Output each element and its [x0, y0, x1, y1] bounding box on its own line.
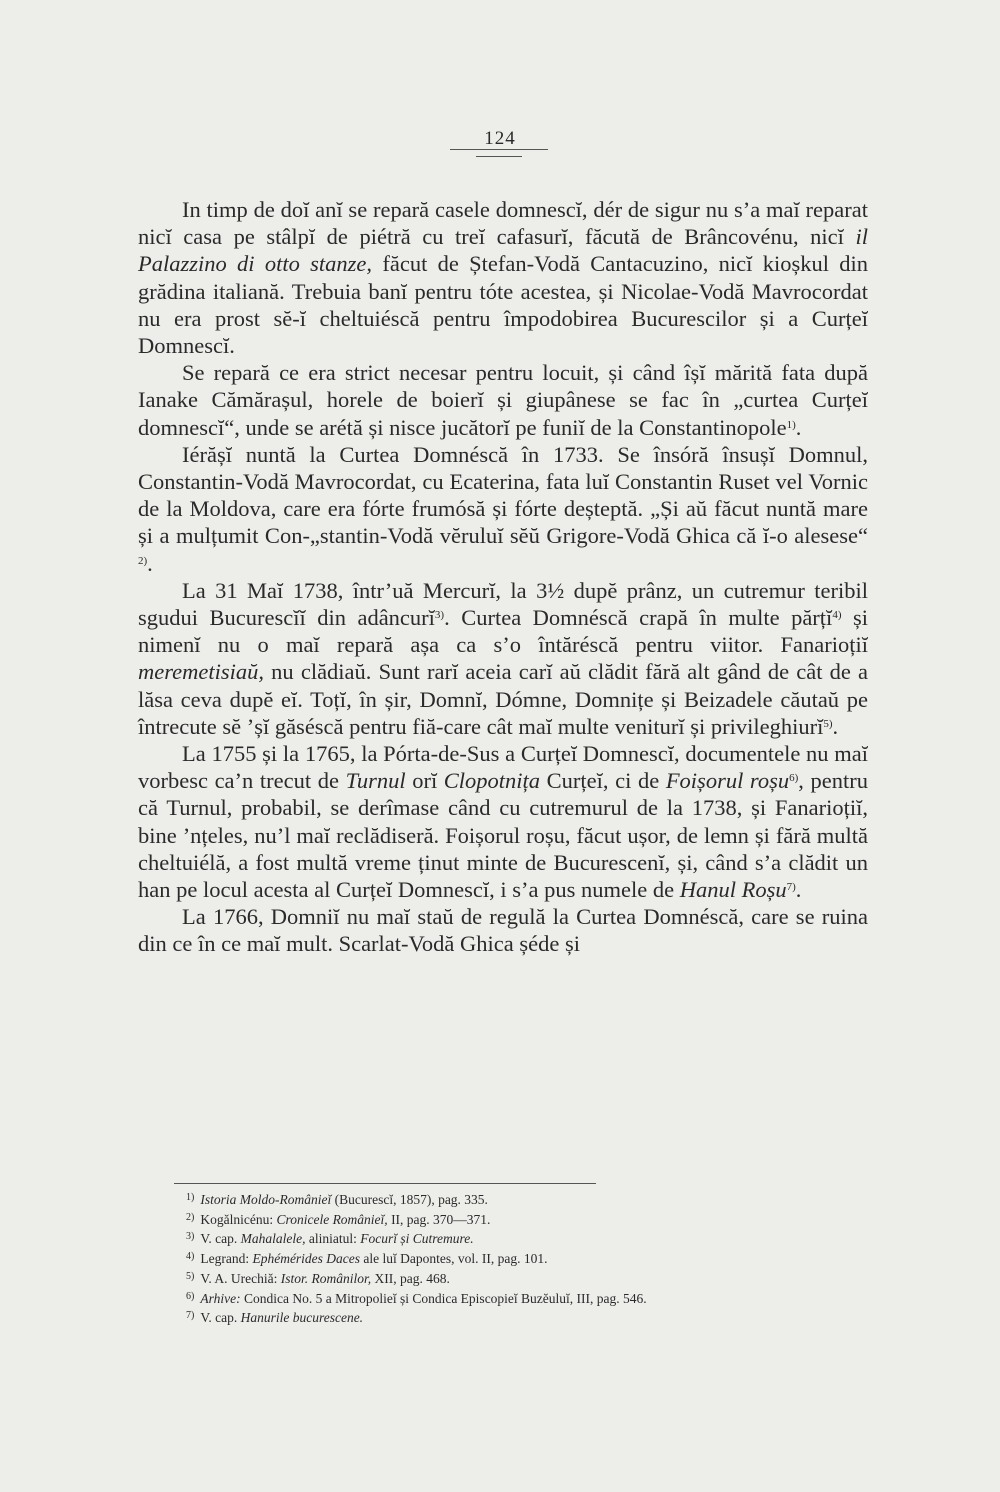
- italic-text: Ephémérides Daces: [252, 1251, 361, 1267]
- text-run: Iérășĭ nuntă la Curtea Domnéscă în 1733. Se însóră însușĭ Domnul, Constantin-Vodă Mavrocordat, cu Ecaterina, fata luĭ Constantin Ruset vel Vornic de la Moldova, care era fórte frumósă și fórte deșteptă. „Și aŭ făcut nuntă mare și a mulțumit Con-„stantin-Vodă vĕruluĭ sĕŭ Grigore-Vodă Ghica că ĭ-o alesese“: [138, 441, 868, 549]
- footnote: [186, 1228, 906, 1248]
- footnote: [186, 1209, 906, 1229]
- italic-text: meremetisiaŭ,: [138, 659, 265, 685]
- footnote: [186, 1288, 906, 1308]
- paragraph: [138, 577, 868, 740]
- text-run: XII, pag. 468.: [371, 1270, 450, 1286]
- footnote: [186, 1189, 906, 1209]
- text-run: orĭ: [405, 768, 444, 794]
- italic-text: Hanurile bucurescene.: [240, 1310, 364, 1326]
- text-run: II, pag. 370—371.: [387, 1211, 491, 1227]
- text-run: și nimenĭ nu o maĭ repară așa ca s’o întăréscă pentru viitor. Fanarioțiĭ: [138, 605, 868, 658]
- footnote-number: 2): [186, 1211, 195, 1223]
- text-run: V. cap.: [200, 1310, 241, 1326]
- text-run: V. A. Urechiă:: [200, 1270, 281, 1286]
- text-run: (Bucurescĭ, 1857), pag. 335.: [331, 1192, 488, 1207]
- italic-text: Hanul Roșu: [679, 877, 787, 903]
- paragraph: [138, 196, 868, 359]
- footnote-number: 4): [186, 1251, 195, 1263]
- italic-text: il Palazzino di otto stanze,: [138, 224, 868, 277]
- paragraph: [138, 359, 868, 441]
- text-run: aliniatul:: [305, 1231, 361, 1247]
- footnote-separator: [174, 1183, 596, 1184]
- footnote-number: 6): [186, 1290, 195, 1302]
- paragraph: [138, 903, 868, 957]
- text-run: Se repară ce era strict necesar pentru locuit, și când îșĭ mărită fata după Ianake Cămărașul, horele de boierĭ și giupânese se fac în „curtea Curțeĭ domnescĭ“, unde se arétă și nisce jucătorĭ pe funiĭ de la Constantinopole: [138, 360, 868, 440]
- italic-text: Foișorul roșu: [665, 768, 790, 794]
- paragraph: [138, 441, 868, 577]
- footnote-reference: 1): [786, 418, 796, 431]
- paragraph: [138, 740, 868, 903]
- footnote-reference: 7): [786, 881, 796, 894]
- text-run: , pentru că Turnul, probabil, se derîmase când cu cutremurul de la 1738, și Fanarioțiĭ, bine ’nțeles, nu’l maĭ reclădiseră. Foișorul roșu, făcut ușor, de lemn și fără multă cheltuiélă, a fost multă vreme ținut minte de Bucurescenĭ, și, când s’a clădit un han pe locul acesta al Curțeĭ Domnescĭ, i s’a pus numele de: [138, 768, 868, 903]
- text-run: . Curtea Domnéscă crapă în multe părțĭ: [444, 605, 833, 631]
- italic-text: Cronicele Românieĭ,: [276, 1211, 388, 1227]
- footnote: [186, 1307, 906, 1327]
- footnote-number: 7): [186, 1310, 195, 1322]
- text-run: V. cap.: [200, 1231, 241, 1247]
- text-run: nu clădiaŭ. Sunt rarĭ aceia carĭ aŭ clădit fără alt gând de cât de a lăsa ceva dupĕ eĭ. Toțĭ, în șir, Domnĭ, Dómne, Domnițe și Beizadele căutaŭ pe întrecute sĕ ’șĭ găséscă pentru fiă-care cât maĭ multe veniturĭ și privileghiurĭ: [138, 659, 868, 739]
- body-text: [138, 196, 868, 958]
- footnote: [186, 1268, 906, 1288]
- footnote-reference: 4): [832, 609, 842, 622]
- text-run: Kogălnicénu:: [200, 1211, 277, 1227]
- text-run: In timp de doĭ anĭ se repară casele domnescĭ, dér de sigur nu s’a maĭ reparat nicĭ casa pe stâlpĭ de piétră cu treĭ cafasurĭ, făcută de Brâncovénu, nicĭ: [138, 197, 868, 250]
- italic-text: Istor. Românilor,: [280, 1270, 372, 1286]
- footnote-number: 5): [186, 1270, 195, 1282]
- text-run: La 1755 și la 1765, la Pórta-de-Sus a Curțeĭ Domnescĭ, documentele nu maĭ vorbesc ca’n trecut de: [138, 741, 868, 794]
- page-number: 124: [484, 128, 516, 149]
- footnote: [186, 1248, 906, 1268]
- italic-text: Arhive:: [200, 1290, 241, 1306]
- footnote-number: 3): [186, 1231, 195, 1243]
- text-run: .: [795, 877, 802, 903]
- text-run: La 1766, Domniĭ nu maĭ staŭ de regulă la Curtea Domnéscă, care se ruina din ce în ce maĭ mult. Scarlat-Vodă Ghica șéde și: [138, 904, 868, 957]
- text-run: La 31 Maĭ 1738, într’uă Mercurĭ, la 3½ dupĕ prânz, un cutremur teribil sgudui Bucurescĭĭ din adâncurĭ: [138, 577, 868, 631]
- text-run: Curțeĭ, ci de: [540, 768, 666, 794]
- footnote-reference: 3): [434, 609, 445, 622]
- italic-text: Focurĭ și Cutremure.: [360, 1231, 474, 1247]
- italic-text: Turnul: [345, 768, 406, 794]
- footnotes: [186, 1189, 906, 1327]
- italic-text: Mahalalele,: [240, 1231, 306, 1247]
- text-run: .: [147, 550, 153, 576]
- text-run: ale luĭ Dapontes, vol. II, pag. 101.: [360, 1251, 548, 1267]
- text-run: făcut de Ștefan-Vodă Cantacuzino, nicĭ kioșkul din grădina italiană. Trebuia banĭ pentru tóte acestea, și Nicolae-Vodă Mavrocordat nu era prost sĕ-ĭ cheltuiéscă pentru împodobirea Bucurescilor și a Curțeĭ Domnescĭ.: [138, 251, 868, 359]
- text-run: Legrand:: [200, 1251, 253, 1267]
- italic-text: Clopotnița: [443, 768, 541, 794]
- footnote-reference: 2): [138, 554, 148, 567]
- header-rule: [450, 149, 548, 150]
- footnote-reference: 5): [823, 717, 833, 730]
- header-rule-short: [476, 156, 522, 157]
- text-run: .: [795, 414, 802, 440]
- text-run: Condica No. 5 a Mitropolieĭ și Condica Episcopieĭ Buzĕuluĭ, III, pag. 546.: [240, 1290, 647, 1306]
- footnote-reference: 6): [789, 772, 799, 785]
- text-run: .: [832, 713, 839, 739]
- footnote-number: 1): [186, 1192, 195, 1203]
- italic-text: Istoria Moldo-Românieĭ: [200, 1192, 332, 1207]
